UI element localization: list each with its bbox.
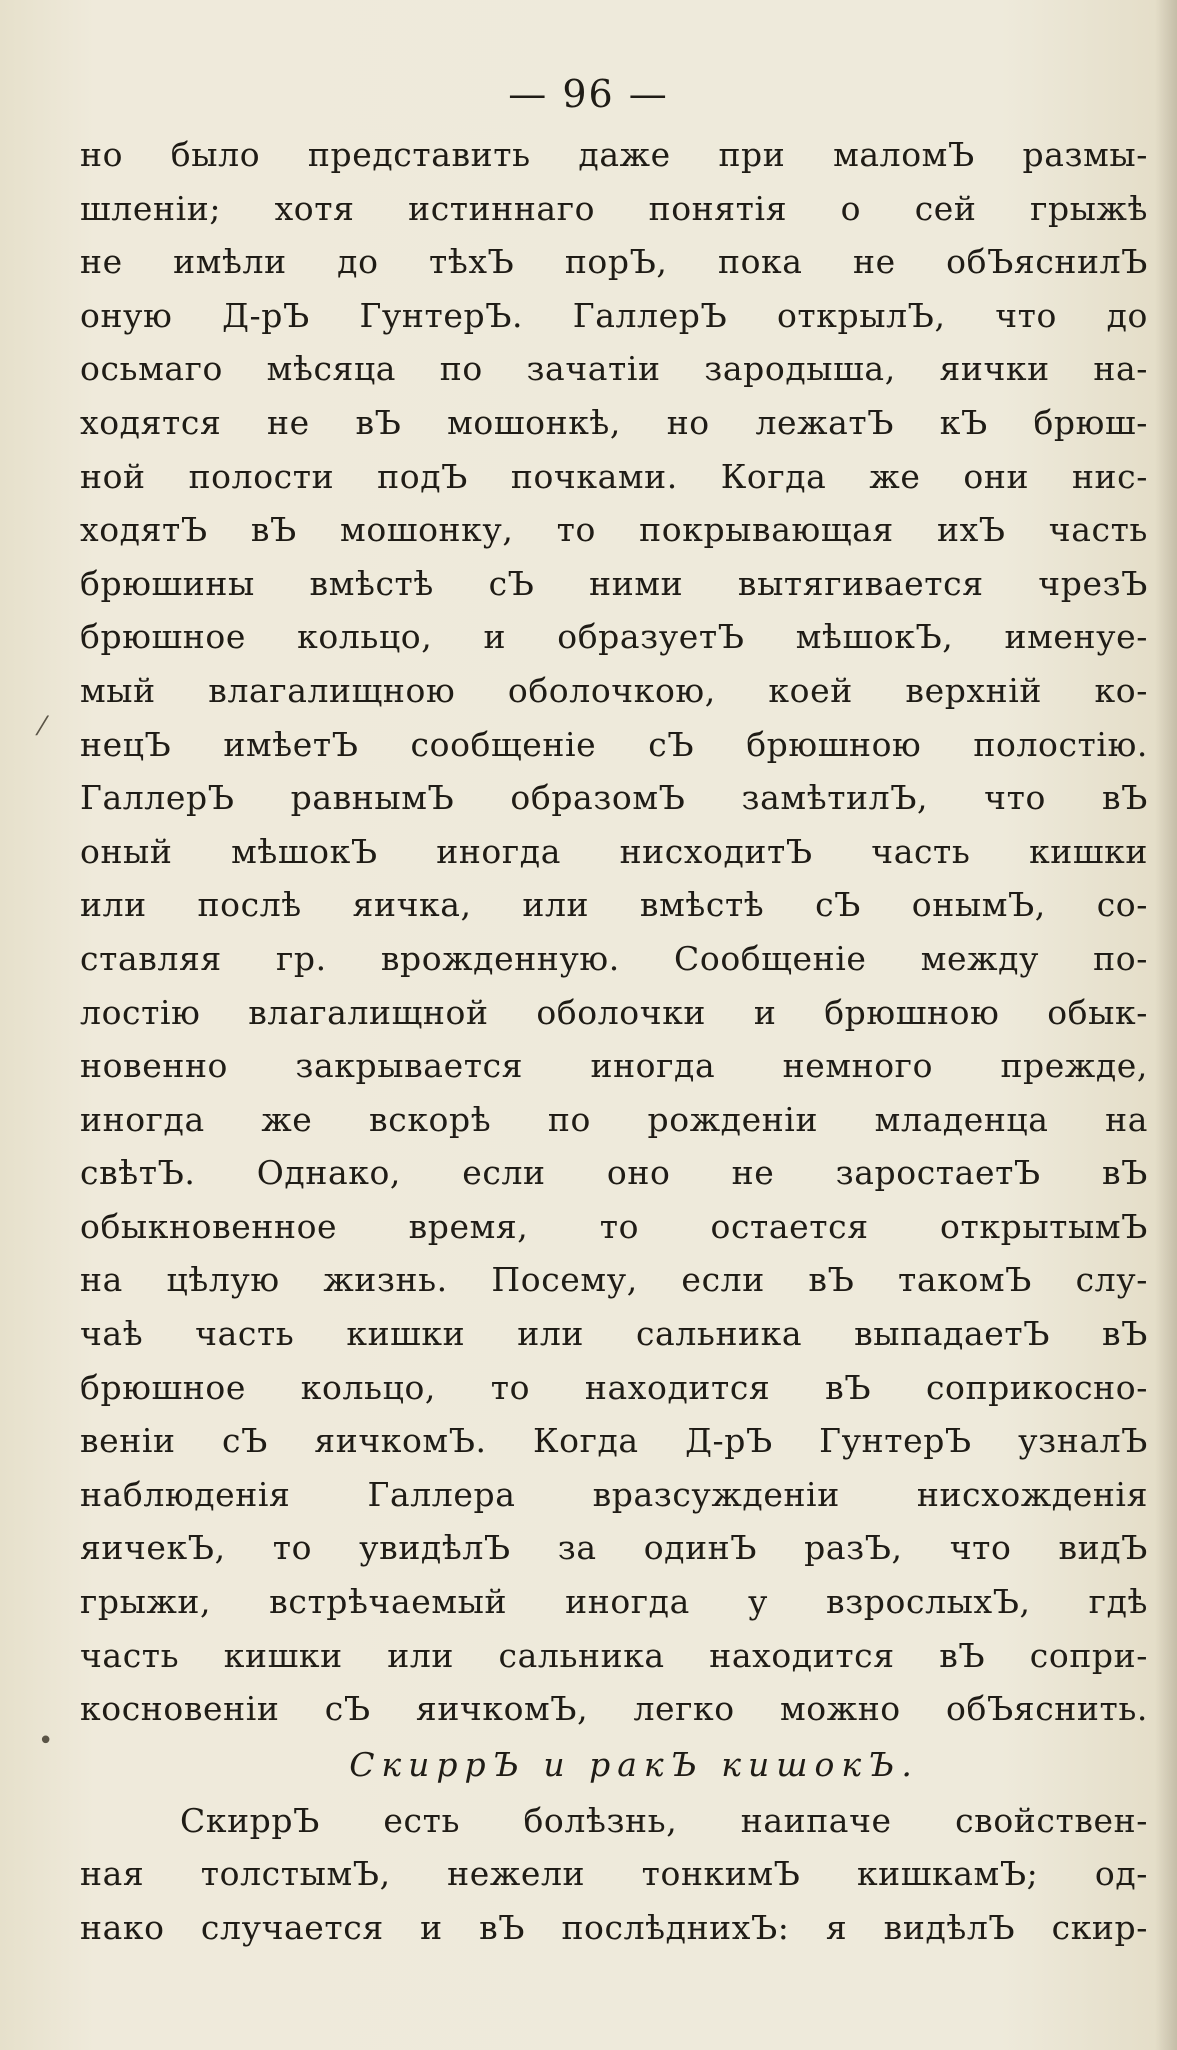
text-line: грыжи, встрѣчаемый иногда у взрослыхЪ, гдѣ (80, 1582, 1148, 1622)
text-line: или послѣ яичка, или вмѣстѣ сЪ онымЪ, со- (80, 885, 1148, 925)
page-edge-shadow (1155, 0, 1177, 2050)
text-line: брюшины вмѣстѣ сЪ ними вытягивается чрезЪ (80, 563, 1148, 603)
text-line: брюшное кольцо, и образуетЪ мѣшокЪ, именуе- (80, 617, 1148, 657)
page-number: — 96 — (508, 72, 669, 116)
text-line: нако случается и вЪ послѣднихЪ: я видѣлЪ скир- (80, 1908, 1148, 1947)
text-line: чаѣ часть кишки или сальника выпадаетЪ вЪ (80, 1314, 1148, 1354)
text-line: ная толстымЪ, нежели тонкимЪ кишкамЪ; од- (80, 1854, 1148, 1894)
text-line: косновеніи сЪ яичкомЪ, легко можно обЪяснить. (80, 1689, 1148, 1729)
body-text (80, 128, 1148, 1955)
paragraph-1 (80, 128, 1148, 1736)
text-line: ходятся не вЪ мошонкѣ, но лежатЪ кЪ брюш- (80, 402, 1148, 442)
paragraph-2 (80, 1794, 1148, 1955)
text-line: ГаллерЪ равнымЪ образомЪ замѣтилЪ, что вЪ (80, 778, 1148, 818)
margin-mark-slash: ⁄ (40, 712, 45, 742)
section-heading: СкиррЪ и ракЪ кишокЪ. (349, 1744, 919, 1784)
text-line: ходятЪ вЪ мошонку, то покрывающая ихЪ часть (80, 510, 1148, 550)
text-line: шленіи; хотя истиннаго понятія о сей грыжѣ (80, 188, 1148, 228)
text-line: оный мѣшокЪ иногда нисходитЪ часть кишки (80, 831, 1148, 871)
text-line: мый влагалищною оболочкою, коей верхній ко- (80, 670, 1148, 710)
text-line: часть кишки или сальника находится вЪ сопри- (80, 1635, 1148, 1675)
text-line: осьмаго мѣсяца по зачатіи зародыша, яички на- (80, 349, 1148, 389)
text-line: лостію влагалищной оболочки и брюшною обык- (80, 992, 1148, 1032)
text-line: новенно закрывается иногда немного прежде, (80, 1046, 1148, 1086)
text-line: наблюденія Галлера вразсужденіи нисхожденія (80, 1474, 1148, 1514)
text-line: но было представить даже при маломЪ размы- (80, 135, 1148, 174)
text-line: нецЪ имѣетЪ сообщеніе сЪ брюшною полостію. (80, 724, 1148, 764)
margin-mark-dot: • (38, 1726, 54, 1756)
text-line: иногда же вскорѣ по рожденіи младенца на (80, 1099, 1148, 1139)
text-line: оную Д-рЪ ГунтерЪ. ГаллерЪ открылЪ, что до (80, 295, 1148, 335)
text-line: веніи сЪ яичкомЪ. Когда Д-рЪ ГунтерЪ узналЪ (80, 1421, 1148, 1461)
text-line: СкиррЪ есть болѣзнь, наипаче свойствен- (180, 1800, 1148, 1840)
text-line: брюшное кольцо, то находится вЪ соприкосно- (80, 1367, 1148, 1407)
text-line: не имѣли до тѣхЪ порЪ, пока не обЪяснилЪ (80, 242, 1148, 282)
text-line: на цѣлую жизнь. Посему, если вЪ такомЪ слу- (80, 1260, 1148, 1300)
text-line: обыкновенное время, то остается открытымЪ (80, 1206, 1148, 1246)
text-line: яичекЪ, то увидѣлЪ за одинЪ разЪ, что видЪ (80, 1528, 1148, 1568)
text-line: ставляя гр. врожденную. Сообщеніе между по- (80, 938, 1148, 978)
text-line: свѣтЪ. Однако, если оно не заростаетЪ вЪ (80, 1153, 1148, 1193)
text-line: ной полости подЪ почками. Когда же они нис- (80, 456, 1148, 496)
